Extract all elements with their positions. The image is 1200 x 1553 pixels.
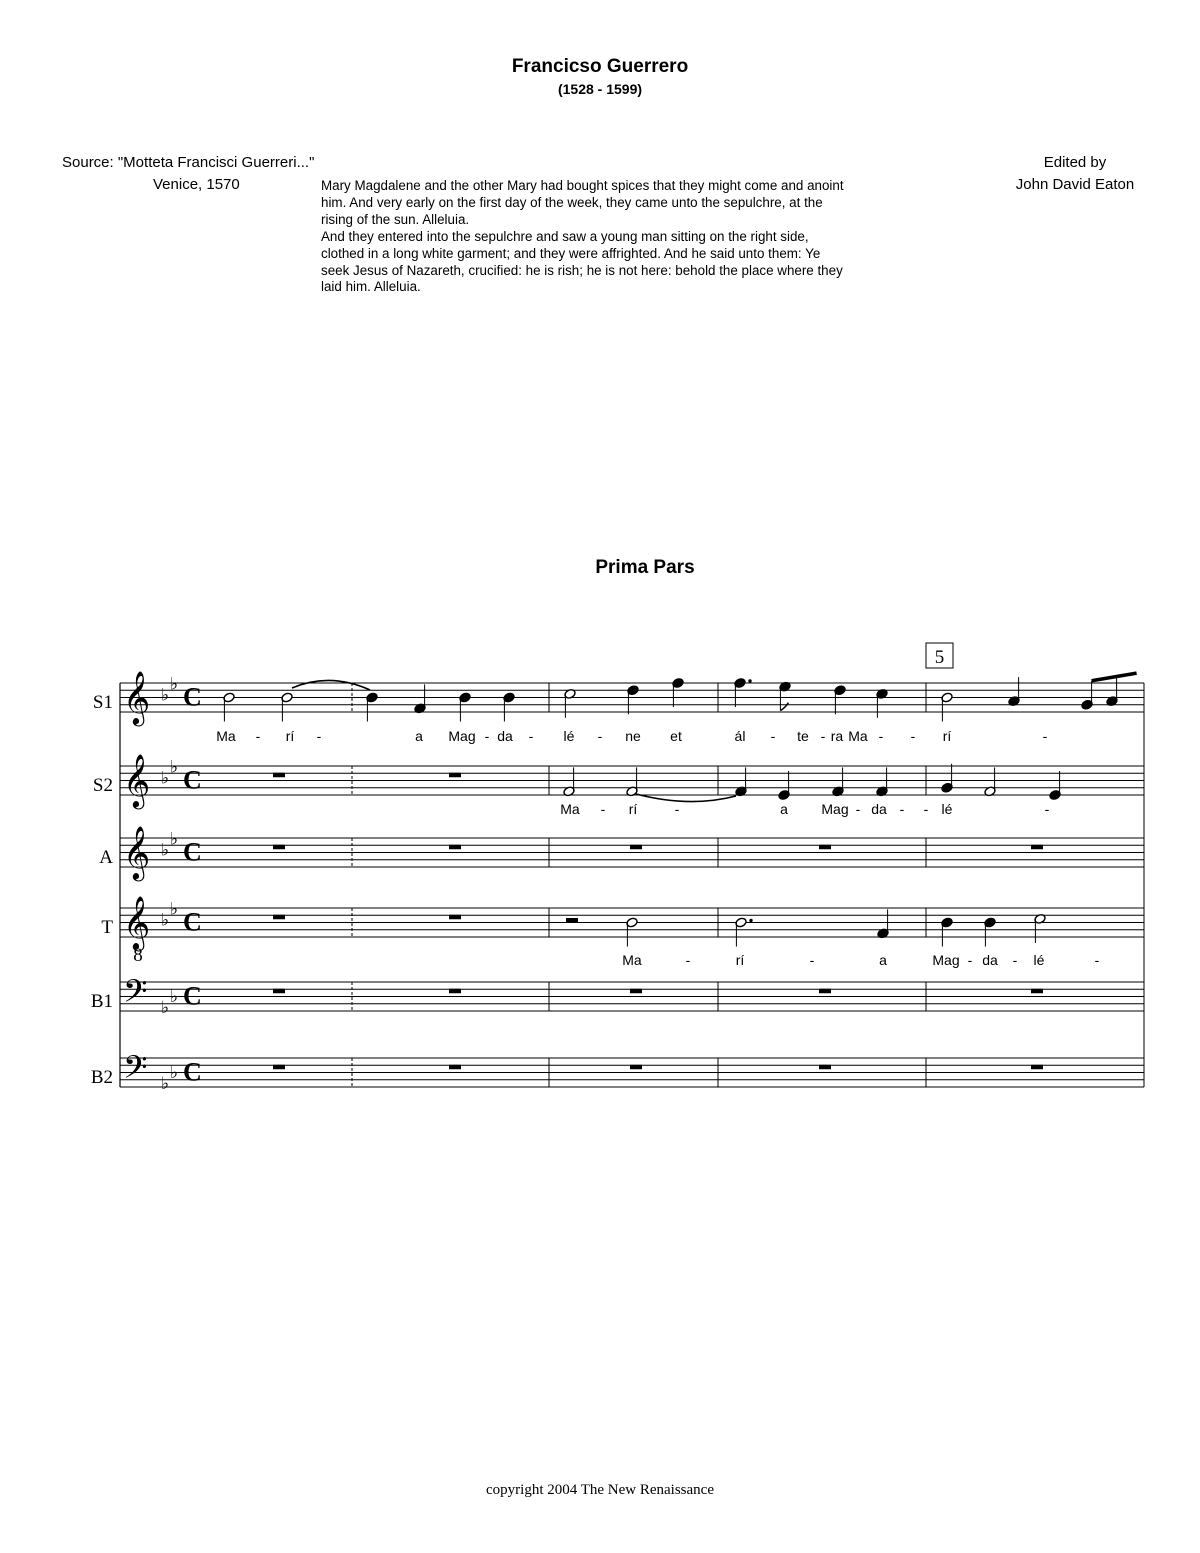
measure-number: 5 [934, 647, 945, 668]
translation-line: him. And very early on the first day of the week, they came unto the sepulchre, at the [321, 194, 823, 210]
whole-rest-icon [273, 845, 285, 850]
lyric-syllable: a [415, 728, 423, 744]
flat-icon: ♭ [161, 840, 170, 861]
treble-clef-icon: 𝄞 [123, 670, 151, 724]
common-time-icon: C [183, 1057, 202, 1087]
lyric-syllable: et [670, 728, 682, 744]
tie [292, 680, 370, 690]
part-name: S1 [92, 692, 113, 713]
lyric-syllable: - [878, 728, 884, 744]
bass-clef-icon: 𝄢 [123, 1049, 148, 1093]
treble-clef-icon: 𝄞 [123, 753, 151, 807]
lyric-syllable: da [871, 801, 887, 817]
whole-rest-icon [449, 989, 461, 994]
lyric-syllable: lé [941, 801, 953, 817]
flat-icon: ♭ [161, 685, 170, 706]
lyric-syllable: - [685, 952, 691, 968]
lyric-syllable: - [820, 728, 826, 744]
whole-rest-icon [273, 989, 285, 994]
flat-icon: ♭ [170, 899, 179, 920]
lyric-syllable: Mag [821, 801, 849, 817]
whole-rest-icon [630, 845, 642, 850]
lyric-syllable: rí [285, 728, 295, 744]
copyright-notice: copyright 2004 The New Renaissance [486, 1482, 714, 1498]
flat-icon: ♭ [161, 768, 170, 789]
whole-rest-icon [449, 845, 461, 850]
section-title: Prima Pars [595, 557, 695, 578]
whole-rest-icon [449, 773, 461, 778]
whole-rest-icon [449, 1065, 461, 1070]
whole-rest-icon [819, 989, 831, 994]
beam [1092, 673, 1137, 681]
lyric-syllable: - [809, 952, 815, 968]
lyric-syllable: - [910, 728, 916, 744]
lyric-syllable: Mag [932, 952, 960, 968]
lyric-syllable: Ma [622, 952, 642, 968]
common-time-icon: C [183, 981, 202, 1011]
lyric-syllable: lé [1033, 952, 1045, 968]
lyric-syllable: - [855, 801, 861, 817]
lyric-syllable: Ma [216, 728, 236, 744]
whole-rest-icon [819, 845, 831, 850]
lyric-syllable: da [982, 952, 998, 968]
lyric-syllable: - [1044, 801, 1050, 817]
flat-icon: ♭ [161, 910, 170, 931]
translation-line: seek Jesus of Nazareth, crucified: he is rish; he is not here: behold the place where they [321, 262, 843, 278]
eighth-flag [780, 703, 788, 711]
lyric-syllable: - [923, 801, 929, 817]
treble-clef-icon: 𝄞 [123, 825, 151, 879]
whole-rest-icon [273, 915, 285, 920]
bass-clef-icon: 𝄢 [123, 973, 148, 1017]
lyric-syllable: - [600, 801, 606, 817]
augmentation-dot [749, 919, 752, 922]
flat-icon: ♭ [170, 1063, 179, 1084]
whole-rest-icon [1031, 1065, 1043, 1070]
lyric-syllable: - [597, 728, 603, 744]
translation-line: Mary Magdalene and the other Mary had bought spices that they might come and anoint [321, 178, 844, 193]
translation-line: clothed in a long white garment; and they were affrighted. And he said unto them: Ye [321, 245, 821, 261]
common-time-icon: C [183, 682, 202, 712]
lyric-syllable: ál [734, 728, 746, 744]
lyric-syllable: - [899, 801, 905, 817]
treble-clef-icon: 𝄞 [123, 895, 151, 949]
common-time-icon: C [183, 837, 202, 867]
whole-rest-icon [1031, 989, 1043, 994]
lyric-syllable: lé [563, 728, 575, 744]
lyric-syllable: te [797, 728, 809, 744]
flat-icon: ♭ [170, 674, 179, 695]
editor-name: John David Eaton [1015, 176, 1135, 193]
lyric-syllable: - [484, 728, 490, 744]
part-name: T [101, 917, 113, 938]
lyric-syllable: - [528, 728, 534, 744]
lyric-syllable: - [1042, 728, 1048, 744]
whole-rest-icon [630, 989, 642, 994]
staff-system [91, 670, 1144, 1094]
editor-label: Edited by [1043, 154, 1107, 171]
whole-rest-icon [819, 1065, 831, 1070]
composer-name: Francicso Guerrero [511, 56, 689, 77]
whole-rest-icon [1031, 845, 1043, 850]
lyric-syllable: - [1094, 952, 1100, 968]
flat-icon: ♭ [170, 987, 179, 1008]
lyric-syllable: a [780, 801, 788, 817]
lyric-syllable: - [316, 728, 322, 744]
lyric-syllable: - [770, 728, 776, 744]
source-title: Source: "Motteta Francisci Guerreri..." [62, 154, 315, 171]
half-rest-icon [566, 918, 578, 923]
part-name: B2 [90, 1067, 113, 1088]
lyric-syllable: Ma [560, 801, 580, 817]
lyric-syllable: rí [628, 801, 638, 817]
part-name: B1 [90, 991, 113, 1012]
lyric-syllable: - [255, 728, 261, 744]
lyric-syllable: Ma [848, 728, 868, 744]
lyric-syllable: ne [625, 728, 641, 744]
lyric-syllable: Mag [448, 728, 476, 744]
composer-dates: (1528 - 1599) [557, 81, 643, 97]
flat-icon: ♭ [170, 829, 179, 850]
common-time-icon: C [183, 907, 202, 937]
translation-line: rising of the sun. Alleluia. [321, 211, 470, 227]
flat-icon: ♭ [170, 757, 179, 778]
lyric-syllable: a [879, 952, 887, 968]
translation-line: And they entered into the sepulchre and saw a young man sitting on the right side, [321, 228, 809, 244]
whole-rest-icon [630, 1065, 642, 1070]
part-name: S2 [92, 775, 113, 796]
source-place-date: Venice, 1570 [153, 176, 240, 193]
lyric-syllable: - [967, 952, 973, 968]
part-name: A [99, 847, 113, 868]
whole-rest-icon [273, 1065, 285, 1070]
whole-rest-icon [273, 773, 285, 778]
flat-icon: ♭ [161, 1074, 170, 1094]
flat-icon: ♭ [161, 998, 170, 1018]
common-time-icon: C [183, 765, 202, 795]
lyric-syllable: ra [830, 728, 844, 744]
lyrics-layer [216, 728, 1099, 968]
lyric-syllable: da [497, 728, 513, 744]
translation-line: laid him. Alleluia. [321, 279, 421, 295]
whole-rest-icon [449, 915, 461, 920]
octave-mark: 8 [133, 945, 143, 966]
augmentation-dot [748, 679, 751, 682]
lyric-syllable: rí [735, 952, 745, 968]
lyric-syllable: - [1012, 952, 1018, 968]
lyric-syllable: rí [942, 728, 952, 744]
lyric-syllable: - [674, 801, 680, 817]
